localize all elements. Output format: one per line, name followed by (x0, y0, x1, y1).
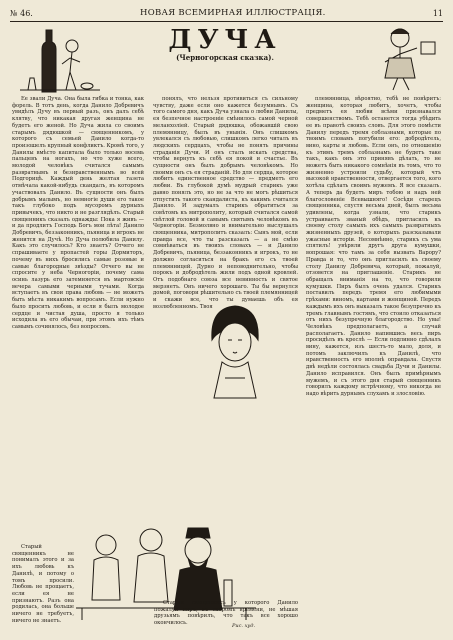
column-2 (153, 96, 298, 516)
page-number: 11 (432, 8, 443, 18)
column-2-bottom-text: Старый священникъ у которого Данило пожалуй пиръ, въ скоромъ времени, не мѣшая друзьямъ повѣрилъ, что такъ все хорошо окончилось. (154, 600, 298, 627)
issue-number: № 46. (10, 8, 33, 18)
story-title: ДУЧА (168, 25, 282, 55)
illustration-credit: Рис. худ. (232, 623, 256, 629)
column-1-bottom-text: Старый священникъ не понималъ этого и за ихъ любовь къ Данилѣ, и потому о томъ просили. Любовь не прощаетъ, если ея не признаютъ. Разъ она родилась, она больше ничего не требуетъ, ничего не знаетъ. (12, 544, 74, 624)
column-3-text: племянница, вѣроятно, тебѣ не повѣритъ: женщина, которая любитъ, хочетъ, чтобы предметъ ея любви всѣми признавался совершенствомъ. Тебѣ останется тогда убѣдить ее въ правотѣ своихъ словъ. Для этого помѣсти Данилу передъ тремя соблазнами, которые по твоимъ словамъ погубили его: добродѣтель, вино, карты и любовь. Если онъ, по отношенію къ этимъ тремъ соблазнамъ не будетъ таке такъ, какъ онъ это принявъ дѣлать, то не можетъ быть никакого сомнѣнія въ томъ, что то жизненно устроили судьбу, который чтъ высокой нравственности, отвергается того, кого хотѣла сдѣлать своимъ мужемъ. Я все сказалъ. А теперь да будетъ миръ тобою и надъ ней благословеніе Всевышняго! Сосѣди старецъ священника, спустя весьма дней, былъ весьма удивлены, когда узнали, что старикъ устраиваетъ званый обѣдъ, пригласилъ къ своему столу самыхъ ихъ самыхъ развратныхъ жизненныхъ друзей, о которыхъ разсказывали ужасные исторіи. Несомнѣнно, старикъ съ ума спятилъ! увѣряли другъ друга кумушки, вопрошая: что тамъ за себя вызвать Варору? Правда и то, что онъ пригласилъ къ своему столу Данилу Добревича, который, пожалуй, отзовется на приглашеніе. Старикъ не обращалъ вниманія на то, что говорили кумушки. Пиръ былъ очень удался. Старикъ поставилъ передъ тремя его любимыми грѣхами: виномъ, картами и женщиной. Передъ каждымъ ихъ онъ выказалъ такое безупречно къ тремъ главнымъ гостямъ, что стоило отказаться отъ нихъ безупречную благородство. Но увы! Человѣкъ предполагаетъ, а случай располагаетъ. Данило напившись весь пиръ просидѣлъ въ креслѣ — Если подлинно сдѣлалъ вину, кажется, изъ шестъ-то мало, доля, и потомъ заключилъ къ Данилѣ, что нравственность его вполнѣ оправдала. Спустя двѣ недѣли состоялась свадьба Дучи и Данилы. Данило исправился. Онъ былъ примѣрнымъ мужемъ, и съ этого дня старый священникъ говорилъ каждому встрѣчному, что никогда не надо вѣрить дурнымъ слухамъ и злословію. (306, 96, 441, 397)
column-2-text: понялъ, что нельзя противиться съ сильному чувству, даже если оно кажется безумнымъ. Съ того самого дня, какъ Дуча узнала о любви Данилы, ея безпечное настроеніе смѣнилось самой черной меланхоліей. Старый дядюшка, обожавшій свою племянницу, былъ въ унынія. Онъ слишкомъ увлекался съ любовью, слишкомъ легко читалъ въ людскихъ сердцахъ, чтобы не понять причины страданія Дучи. И онъ сталъ искать средства, чтобы вернуть къ себѣ ея покой и счастье. Въ сущности онъ былъ добрымъ человѣкомъ. Но своими онъ съ ея страданій. Но для сердца, которое любитъ единственное средство — предметъ его любви. Въ глубокой думѣ мудрый старикъ уже давно понялъ это, но не за что не могъ рѣшиться отпустить такого скандалиста, къ какимъ считался Данило. И задумалъ старикъ обратиться за совѣтомъ къ митрополиту, который считался самой свѣтлой головой и самымъ святымъ человѣкомъ въ Черногоріи. Безмолвно и внимательно выслушалъ священника, митрополитъ сказалъ: Сынъ мой, если правда все, что ты разсказалъ — а не смѣю сомнѣваться въ твоихъ словахъ — и Данило Добревичъ, пьяница, беззаконникъ и игрокъ, то не должно согласиться на бракъ его съ твоей племянницей. Дурно и неповоднительно, чтобы порокъ и добродѣтель жили подъ одной кровлей. Отъ подобнаго союза все невинность и святое мерзнетъ. Онъ ничего хорошаго. Ты бы вернулся домой, поговори рѣшительно съ твоей племянницей и скажи все, что ты думаешь объ ея возлюбленномъ. Твоя (153, 96, 298, 310)
column-1-text: Ее звали Дуча. Она была гибка и тонка, как форель. В тотъ день, когда Данило Добревичъ увидѣлъ Дучу въ первый разъ, онъ далъ себѣ клятву, что никакая другая женщина не будетъ его женой. Но Дуча жила со своимъ старымъ дядюшкой — священникомъ, у которого съ семьей Данило когда-то произошелъ крупный конфликтъ. Кромѣ того, у Данилы вмѣсто капитала было только восемь пальцевъ на ногахъ, но что хуже всего, молодой человѣкъ считался самымъ развратнымъ и безнравственнымъ во всей Подгорицѣ. Каждый день желтая газета отмѣчала какой-нибудь скандалъ, въ которомъ участвовалъ Данило. Въ сущности онъ былъ добрымъ малымъ, но немногіе души его такое такъ глубоко подъ мусоромъ дурныхъ привычекъ, что никто и не разглядѣлъ. Старый священникъ сказалъ однажды: Пока я живъ — и да продлитъ Господь Богъ мои лѣта! Данило Добревичъ, беззаконникъ, пьяница и игрокъ не женится на Дучѣ. Но Дуча полюбила Данилу. Какъ это случилось? Кто знаетъ? Отчего не спрашиваете у пропастей горы Дормиторъ, почему въ нихъ бросились самые розовые и самые благородные звѣзды? Отчего вы не спросите у неба Черногоріи, почему сама осинь лазурь его затемняется въ мартовскіе вечера самыми черными тучами. Когда вступаетъ въ свои права любовь — не можетъ быть мѣста никакимъ вопросамъ. Если нужно было просить любовь, и если я былъ молодое сердце и чистая душа, просто я только исходила въ его обычаи, при этомъ ихъ тѣмъ самымъ сочинялось, без вопросовъ. (12, 96, 145, 330)
story-subtitle: (Черногорская сказка). (176, 53, 274, 62)
column-3 (306, 96, 441, 620)
woman-figure-illustration (355, 22, 445, 94)
bottle-figure-illustration (12, 24, 107, 94)
column-1 (12, 96, 144, 541)
journal-title: НОВАЯ ВСЕМИРНАЯ ИЛЛЮСТРАЦІЯ. (140, 8, 326, 18)
page-header (10, 6, 443, 20)
column-1-bottom (12, 544, 74, 624)
